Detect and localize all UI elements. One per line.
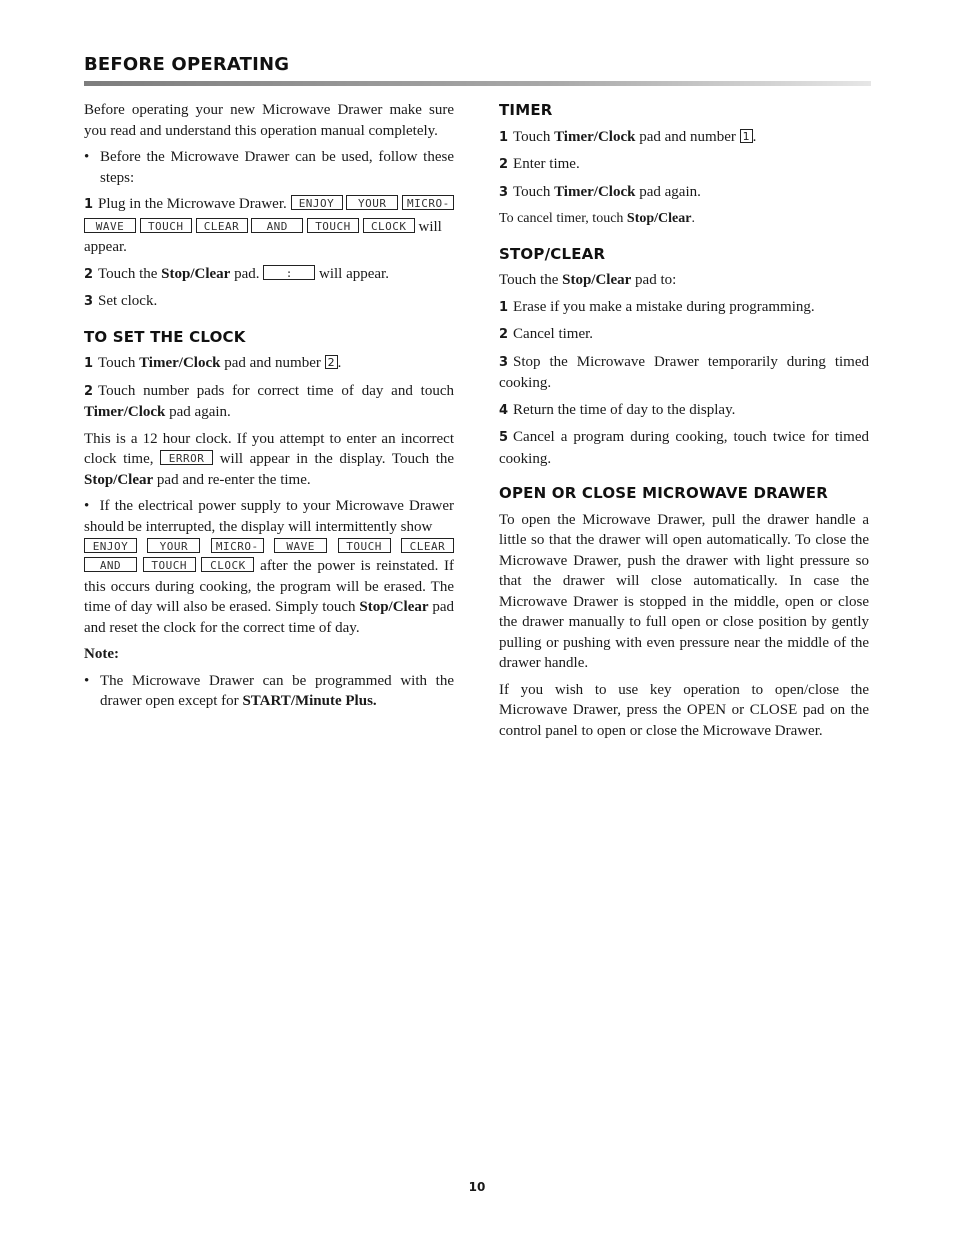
timer-clock-label: Timer/Clock (139, 355, 221, 371)
step-number: 3 (499, 354, 509, 370)
lcd-your: YOUR (147, 538, 200, 553)
clock-step-2 (84, 381, 454, 423)
start-minute-plus-label: START/Minute Plus. (242, 693, 377, 709)
stop-clear-intro (499, 270, 869, 291)
timer-step-3-text: Touch (513, 183, 551, 200)
lcd-touch: TOUCH (140, 218, 192, 233)
stop-item-5 (499, 427, 869, 469)
timer-step-3 (499, 182, 869, 204)
step-2 (84, 264, 454, 286)
page-title: BEFORE OPERATING (84, 54, 290, 75)
timer-clock-label: Timer/Clock (554, 128, 636, 145)
power-bullet (84, 496, 454, 638)
lcd-micro: MICRO- (402, 195, 454, 210)
timer-section-title: TIMER (499, 101, 553, 119)
step-number: 5 (499, 430, 509, 445)
lcd-clock: CLOCK (201, 557, 254, 572)
timer-clock-label: Timer/Clock (84, 404, 166, 420)
timer-step-1-text: Touch (513, 128, 551, 145)
step-number: 1 (499, 129, 509, 145)
step-1 (84, 194, 454, 258)
step-number: 2 (499, 327, 509, 342)
bullet-dot: • (84, 498, 95, 514)
stop-item-text: Return the time of day to the display. (513, 401, 736, 418)
left-column (84, 100, 454, 718)
lcd-clear: CLEAR (401, 538, 454, 553)
step-2-text: Touch the (98, 265, 158, 282)
clock-step-2-after: pad again. (169, 404, 231, 420)
step-number: 1 (499, 299, 509, 315)
drawer-section-title: OPEN OR CLOSE MICROWAVE DRAWER (499, 484, 828, 502)
hour-clock-after: pad and re-enter the time. (156, 471, 311, 488)
lcd-wave: WAVE (84, 218, 136, 233)
lcd-colon: : (263, 265, 315, 280)
key-number-1: 1 (740, 129, 753, 143)
timer-step-1: 1 Touch Timer/Clock pad and number 1 . (499, 128, 757, 145)
lcd-touch-2: TOUCH (307, 218, 359, 233)
stop-item-3 (499, 352, 869, 394)
step-number: 1 (84, 356, 94, 371)
drawer-paragraph-1: To open the Microwave Drawer, pull the drawer handle a little so that the drawer will open automatically. To close the Microwave Drawer, push the drawer with light pressure so that the drawer will close automatically. In case the Microwave Drawer is stopped in the middle, open or close the drawer manually to full open or close position by gently pulling or pushing with even pressure near the middle of the drawer handle. (499, 511, 869, 671)
clock-section-title: TO SET THE CLOCK (84, 327, 246, 346)
stop-clear-label: Stop/Clear (359, 599, 429, 615)
power-end: pad and reset the clock for the correct time of day. (84, 599, 454, 636)
lcd-touch-2: TOUCH (143, 557, 196, 572)
power-after: after the power is reinstated. If this occurs during cooking, the program will be erased. The time of day will also be erased. Simply touch (84, 558, 455, 615)
hour-clock-paragraph (84, 429, 454, 491)
stop-item-text: Cancel a program during cooking, touch twice for timed cooking. (499, 429, 869, 467)
stop-item-text: Cancel timer. (513, 326, 594, 342)
clock-step-1-text: Touch (98, 355, 136, 371)
step-number: 3 (84, 294, 94, 309)
step-number: 2 (84, 266, 94, 282)
header-rule (84, 81, 871, 86)
stop-item-2 (499, 324, 869, 346)
clock-step-1-mid: pad and number (224, 355, 321, 371)
stop-item-4 (499, 400, 869, 422)
timer-cancel: To cancel timer, touch Stop/Clear. (499, 211, 695, 226)
lcd-and: AND (251, 218, 303, 233)
stop-clear-label: Stop/Clear (562, 272, 632, 288)
prep-bullet (84, 147, 454, 188)
power-lcd-row (84, 538, 454, 553)
note-text: The Microwave Drawer can be programmed with the drawer open except for (100, 672, 454, 709)
lcd-your: YOUR (346, 195, 398, 210)
timer-clock-label: Timer/Clock (554, 183, 636, 200)
step-number: 2 (84, 383, 94, 399)
step-1-text: Plug in the Microwave Drawer. (98, 196, 287, 212)
stop-item-text: Erase if you make a mistake during programming. (513, 298, 815, 315)
stop-clear-label: Stop/Clear (161, 265, 231, 282)
step-3 (84, 291, 454, 313)
hour-clock-mid: will appear in the display. Touch the (219, 451, 455, 467)
clock-step-2-text: Touch number pads for correct time of day and touch (98, 382, 454, 399)
hour-clock-text: This is a 12 hour clock. If you attempt to enter an incorrect clock time, (84, 430, 454, 467)
step-2-mid: pad. (234, 265, 260, 282)
lcd-clear: CLEAR (196, 218, 248, 233)
step-1-after: will appear. (84, 218, 442, 255)
lcd-touch: TOUCH (338, 538, 391, 553)
timer-step-2 (499, 154, 869, 176)
stop-item-1 (499, 297, 869, 319)
stop-intro-text: Touch the (499, 272, 559, 288)
lcd-enjoy: ENJOY (291, 195, 343, 210)
prep-bullet-text: Before the Microwave Drawer can be used, follow these steps: (100, 149, 454, 186)
step-number: 1 (84, 197, 94, 212)
step-number: 3 (499, 184, 509, 200)
key-number-2: 2 (325, 355, 338, 369)
step-number: 2 (499, 157, 509, 172)
right-column (499, 100, 869, 747)
step-3-text: Set clock. (98, 293, 158, 309)
intro-paragraph: Before operating your new Microwave Drawer make sure you read and understand this operation manual completely. (84, 102, 454, 139)
power-text: If the electrical power supply to your Microwave Drawer should be interrupted, the display will intermittently show (84, 498, 454, 535)
step-number: 4 (499, 402, 509, 418)
bullet-dot: • (84, 672, 90, 689)
drawer-paragraph-2: If you wish to use key operation to open/close the Microwave Drawer, press the OPEN or CLOSE pad on the control panel to open or close the Microwave Drawer. (499, 681, 869, 739)
lcd-clock: CLOCK (363, 218, 415, 233)
stop-clear-label: Stop/Clear (626, 211, 692, 226)
lcd-enjoy: ENJOY (84, 538, 137, 553)
timer-cancel-text: To cancel timer, touch (499, 211, 624, 226)
bullet-dot: • (84, 149, 90, 165)
note-label-text: Note: (84, 646, 119, 662)
stop-clear-section-title: STOP/CLEAR (499, 244, 606, 263)
note-bullet (84, 671, 454, 712)
stop-item-text: Stop the Microwave Drawer temporarily during timed cooking. (499, 353, 869, 391)
lcd-micro: MICRO- (211, 538, 264, 553)
stop-clear-label: Stop/Clear (84, 471, 154, 488)
page-number: 10 (468, 1180, 486, 1194)
note-label (84, 644, 454, 665)
timer-step-3-after: pad again. (639, 183, 701, 200)
step-2-after: will appear. (319, 265, 389, 282)
timer-step-2-text: Enter time. (513, 156, 580, 172)
lcd-and: AND (84, 557, 137, 572)
lcd-wave: WAVE (274, 538, 327, 553)
stop-intro-after: pad to: (635, 272, 677, 288)
timer-step-1-mid: pad and number (639, 128, 736, 145)
lcd-error: ERROR (160, 450, 213, 465)
clock-step-1: 1 Touch Timer/Clock pad and number 2 . (84, 355, 342, 371)
